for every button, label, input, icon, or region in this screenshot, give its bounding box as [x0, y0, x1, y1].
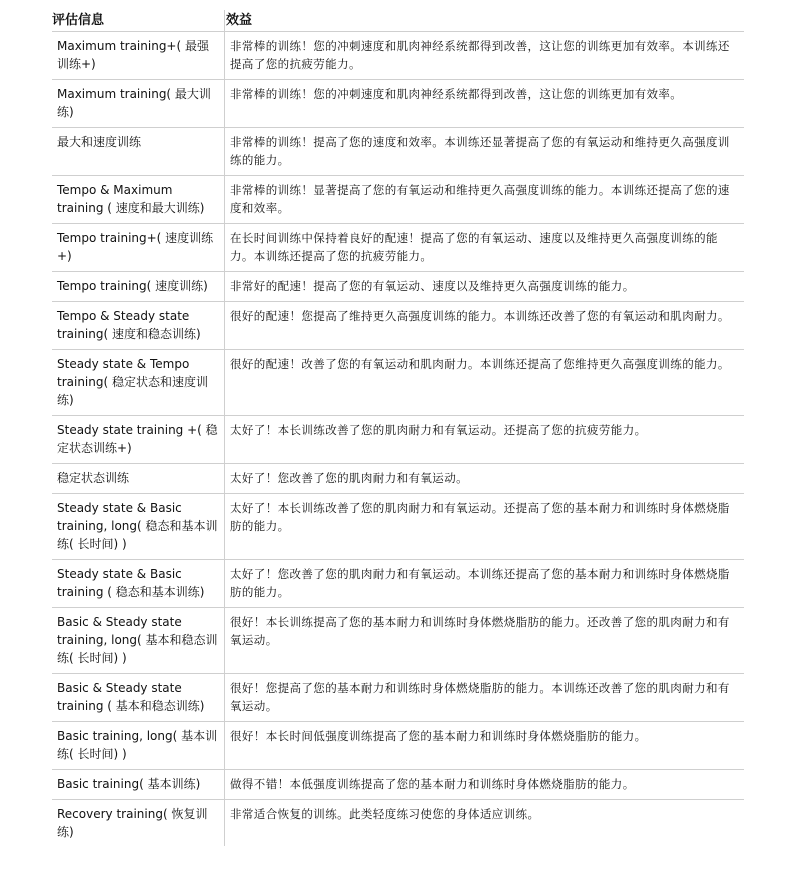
table-row — [52, 494, 744, 560]
assessment-cell: Steady state & Basic training ( 稳态和基本训练) — [57, 567, 205, 599]
assessment-cell: Tempo training+( 速度训练+) — [57, 231, 214, 263]
benefit-cell: 非常好的配速！提高了您的有氧运动、速度以及维持更久高强度训练的能力。 — [230, 279, 635, 293]
assessment-cell: 稳定状态训练 — [57, 471, 130, 485]
benefit-cell: 很好！本长时间低强度训练提高了您的基本耐力和训练时身体燃烧脂肪的能力。 — [230, 729, 647, 743]
assessment-cell: Tempo & Steady state training( 速度和稳态训练) — [57, 309, 201, 341]
column-header-benefit: 效益 — [226, 13, 253, 28]
table-row — [52, 560, 744, 608]
assessment-cell: Basic & Steady state training, long( 基本和稳态训练( 长时间) ) — [57, 615, 218, 665]
table-row — [52, 674, 744, 722]
table-row — [52, 272, 744, 302]
benefit-cell: 很好的配速！您提高了维持更久高强度训练的能力。本训练还改善了您的有氧运动和肌肉耐力。 — [230, 309, 730, 323]
benefit-cell: 非常棒的训练！您的冲刺速度和肌肉神经系统都得到改善，这让您的训练更加有效率。本训练还提高了您的抗疲劳能力。 — [230, 39, 730, 71]
assessment-cell: Tempo & Maximum training ( 速度和最大训练) — [57, 183, 205, 215]
table-row — [52, 176, 744, 224]
benefit-cell: 在长时间训练中保持着良好的配速！提高了您的有氧运动、速度以及维持更久高强度训练的能力。本训练还提高了您的抗疲劳能力。 — [230, 231, 718, 263]
table-row — [52, 608, 744, 674]
benefit-cell: 太好了！您改善了您的肌肉耐力和有氧运动。本训练还提高了您的基本耐力和训练时身体燃烧脂肪的能力。 — [230, 567, 730, 599]
benefit-cell: 非常棒的训练！提高了您的速度和效率。本训练还显著提高了您的有氧运动和维持更久高强度训练的能力。 — [230, 135, 730, 167]
table-row — [52, 464, 744, 494]
table-row — [52, 302, 744, 350]
assessment-cell: Steady state training +( 稳定状态训练+) — [57, 423, 218, 455]
benefit-cell: 非常棒的训练！显著提高了您的有氧运动和维持更久高强度训练的能力。本训练还提高了您的速度和效率。 — [230, 183, 730, 215]
assessment-cell: Maximum training( 最大训练) — [57, 87, 211, 119]
table-row — [52, 32, 744, 80]
assessment-cell: Tempo training( 速度训练) — [57, 279, 208, 293]
assessment-cell: Basic & Steady state training ( 基本和稳态训练) — [57, 681, 205, 713]
table-row — [52, 350, 744, 416]
table-row — [52, 416, 744, 464]
table-row — [52, 80, 744, 128]
table-row — [52, 224, 744, 272]
assessment-cell: 最大和速度训练 — [57, 135, 142, 149]
benefit-cell: 太好了！本长训练改善了您的肌肉耐力和有氧运动。还提高了您的抗疲劳能力。 — [230, 423, 647, 437]
column-header-assessment: 评估信息 — [52, 13, 105, 28]
benefit-cell: 很好的配速！改善了您的有氧运动和肌肉耐力。本训练还提高了您维持更久高强度训练的能力。 — [230, 357, 730, 371]
benefit-cell: 做得不错！本低强度训练提高了您的基本耐力和训练时身体燃烧脂肪的能力。 — [230, 777, 635, 791]
table-row — [52, 800, 744, 848]
table-row — [52, 128, 744, 176]
assessment-cell: Steady state & Basic training, long( 稳态和基本训练( 长时间) ) — [57, 501, 218, 551]
assessment-cell: Basic training, long( 基本训练( 长时间) ) — [57, 729, 218, 761]
table-row — [52, 722, 744, 770]
benefit-cell: 很好！本长训练提高了您的基本耐力和训练时身体燃烧脂肪的能力。还改善了您的肌肉耐力和有氧运动。 — [230, 615, 730, 647]
assessment-cell: Maximum training+( 最强训练+) — [57, 39, 209, 71]
assessment-cell: Basic training( 基本训练) — [57, 777, 201, 791]
benefit-cell: 非常适合恢复的训练。此类轻度练习使您的身体适应训练。 — [230, 807, 540, 821]
assessment-cell: Steady state & Tempo training( 稳定状态和速度训练) — [57, 357, 208, 407]
assessment-cell: Recovery training( 恢复训练) — [57, 807, 208, 839]
benefit-cell: 非常棒的训练！您的冲刺速度和肌肉神经系统都得到改善，这让您的训练更加有效率。 — [230, 87, 683, 101]
training-benefit-table — [52, 32, 744, 848]
benefit-cell: 太好了！本长训练改善了您的肌肉耐力和有氧运动。还提高了您的基本耐力和训练时身体燃烧脂肪的能力。 — [230, 501, 730, 533]
benefit-cell: 很好！您提高了您的基本耐力和训练时身体燃烧脂肪的能力。本训练还改善了您的肌肉耐力和有氧运动。 — [230, 681, 730, 713]
benefit-cell: 太好了！您改善了您的肌肉耐力和有氧运动。 — [230, 471, 468, 485]
table-row — [52, 770, 744, 800]
